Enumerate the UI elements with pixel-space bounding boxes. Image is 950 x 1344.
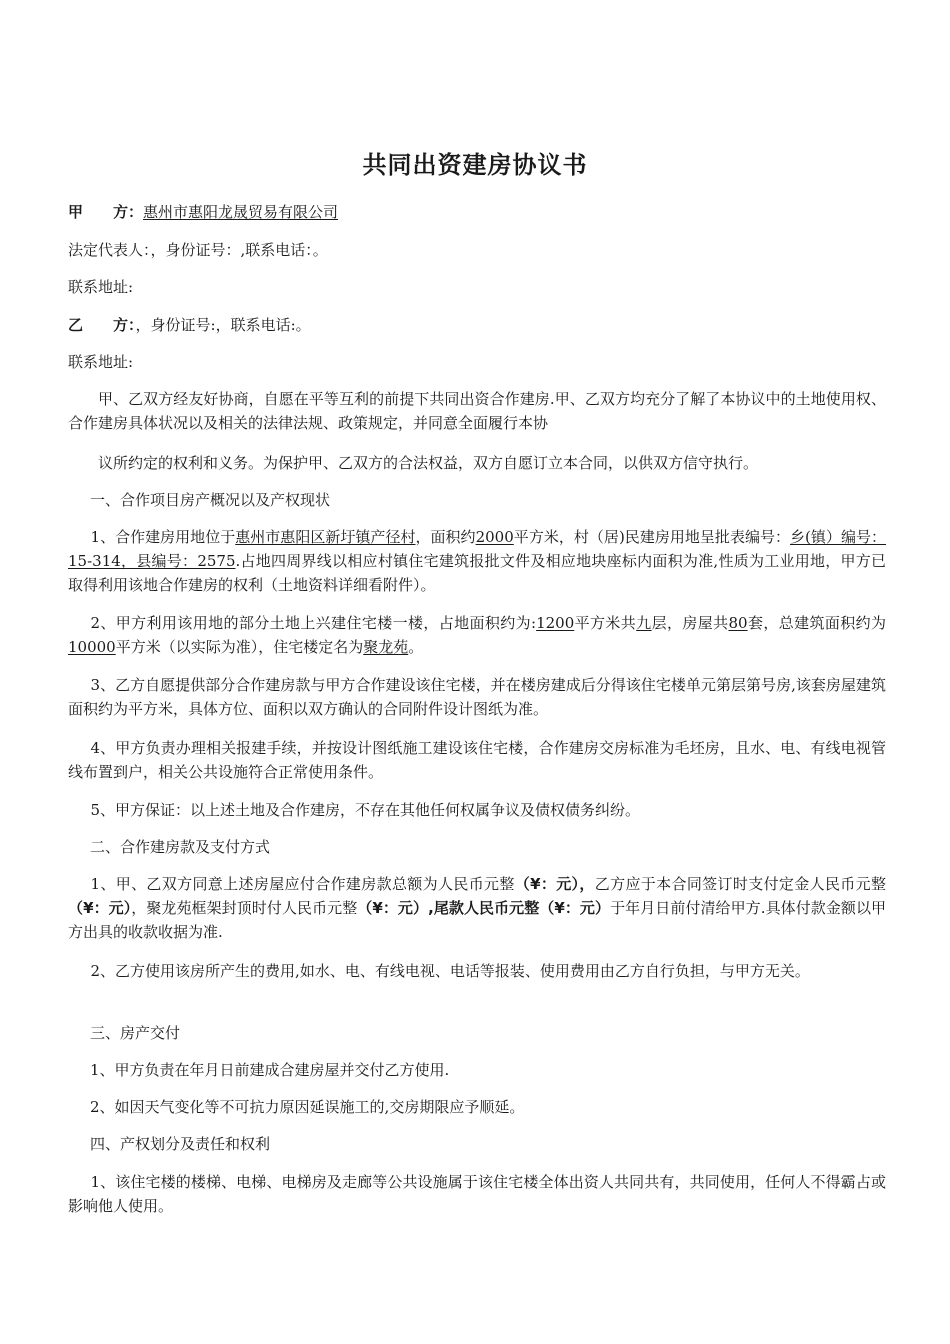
section-2-heading: 二、合作建房款及支付方式 bbox=[90, 838, 271, 856]
section-4-heading: 四、产权划分及责任和权利 bbox=[90, 1135, 271, 1153]
building-name-value: 聚龙苑 bbox=[363, 638, 409, 656]
section-4-item-1: 1、该住宅楼的楼梯、电梯、电梯房及走廊等公共设施属于该住宅楼全体出资人共同共有，共同使用，任何人不得霸占或影响他人使用。 bbox=[68, 1173, 886, 1215]
section-1-heading: 一、合作项目房产概况以及产权现状 bbox=[90, 491, 331, 509]
section-3-heading: 三、房产交付 bbox=[90, 1024, 181, 1042]
party-b-label: 乙 方： bbox=[68, 316, 136, 334]
party-a-name: 惠州市惠阳龙晟贸易有限公司 bbox=[143, 203, 339, 221]
amount-deposit: （¥：元） bbox=[68, 899, 132, 917]
section-2-item-1: 1、甲、乙双方同意上述房屋应付合作建房款总额为人民币元整（¥：元），乙方应于本合同签订时支付定金人民币元整（¥：元），聚龙苑框架封顶时付人民币元整（¥：元）,尾款人民币元整（¥：元）于年月日前付清给甲方.具体付款金额以甲方出具的收款收据为准. bbox=[68, 875, 887, 941]
section-1-item-5: 5、甲方保证：以上述土地及合作建房，不存在其他任何权属争议及债权债务纠纷。 bbox=[90, 801, 641, 819]
floors-value: 九 bbox=[636, 614, 652, 632]
approval-code: 乡(镇）编号：15-314，县编号：2575 bbox=[68, 528, 887, 570]
amount-final: （¥：元） bbox=[539, 899, 611, 917]
area-value: 2000 bbox=[475, 528, 514, 546]
intro-paragraph-cont: 议所约定的权利和义务。为保护甲、乙双方的合法权益，双方自愿订立本合同，以供双方信守执行。 bbox=[98, 454, 759, 472]
party-b-line bbox=[68, 313, 888, 337]
party-a-address: 联系地址: bbox=[68, 278, 134, 296]
location-value: 惠州市惠阳区新圩镇产径村 bbox=[235, 528, 416, 546]
total-area-value: 10000 bbox=[68, 638, 116, 656]
document-title: 共同出资建房协议书 bbox=[362, 151, 588, 179]
section-2-item-2: 2、乙方使用该房所产生的费用,如水、电、有线电视、电话等报装、使用费用由乙方自行负担，与甲方无关。 bbox=[90, 962, 810, 980]
intro-paragraph: 甲、乙双方经友好协商，自愿在平等互利的前提下共同出资合作建房.甲、乙双方均充分了解了本协议中的土地使用权、合作建房具体状况以及相关的法律法规、政策规定，并同意全面履行本协 bbox=[68, 390, 886, 432]
units-value: 80 bbox=[728, 614, 748, 632]
section-1-item-3: 3、乙方自愿提供部分合作建房款与甲方合作建设该住宅楼，并在楼房建成后分得该住宅楼单元第层第号房,该套房屋建筑面积约为平方米，具体方位、面积以双方确认的合同附件设计图纸为准。 bbox=[68, 676, 886, 718]
amount-topping: （¥：元） bbox=[357, 899, 429, 917]
land-area-value: 1200 bbox=[536, 614, 575, 632]
party-b-info: ，身份证号:，联系电话:。 bbox=[135, 316, 311, 334]
section-1-item-2: 2、甲方利用该用地的部分土地上兴建住宅楼一楼，占地面积约为:1200平方米共九层，房屋共80套，总建筑面积约为10000平方米（以实际为准），住宅楼定名为聚龙苑。 bbox=[68, 614, 886, 656]
section-3-item-2: 2、如因天气变化等不可抗力原因延误施工的,交房期限应予顺延。 bbox=[90, 1098, 525, 1116]
section-1-item-1: 1、合作建房用地位于惠州市惠阳区新圩镇产径村，面积约2000平方米，村（居)民建房用地呈批表编号：乡(镇）编号：15-314，县编号：2575.占地四周界线以相应村镇住宅建筑报批文件及相应地块座标内面积为准,性质为工业用地，甲方已取得利用该地合作建房的权利（土地资料详细看附件）。 bbox=[68, 528, 887, 594]
party-b-address: 联系地址: bbox=[68, 353, 134, 371]
amount-total: （¥：元） bbox=[514, 875, 580, 893]
section-3-item-1: 1、甲方负责在年月日前建成合建房屋并交付乙方使用. bbox=[90, 1061, 450, 1079]
party-a-label: 甲 方： bbox=[68, 203, 144, 221]
party-a-line bbox=[68, 200, 888, 224]
party-a-rep: 法定代表人：，身份证号：,联系电话：。 bbox=[68, 241, 328, 259]
section-1-item-4: 4、甲方负责办理相关报建手续，并按设计图纸施工建设该住宅楼，合作建房交房标准为毛坯房，且水、电、有线电视管线布置到户，相关公共设施符合正常使用条件。 bbox=[68, 739, 886, 781]
